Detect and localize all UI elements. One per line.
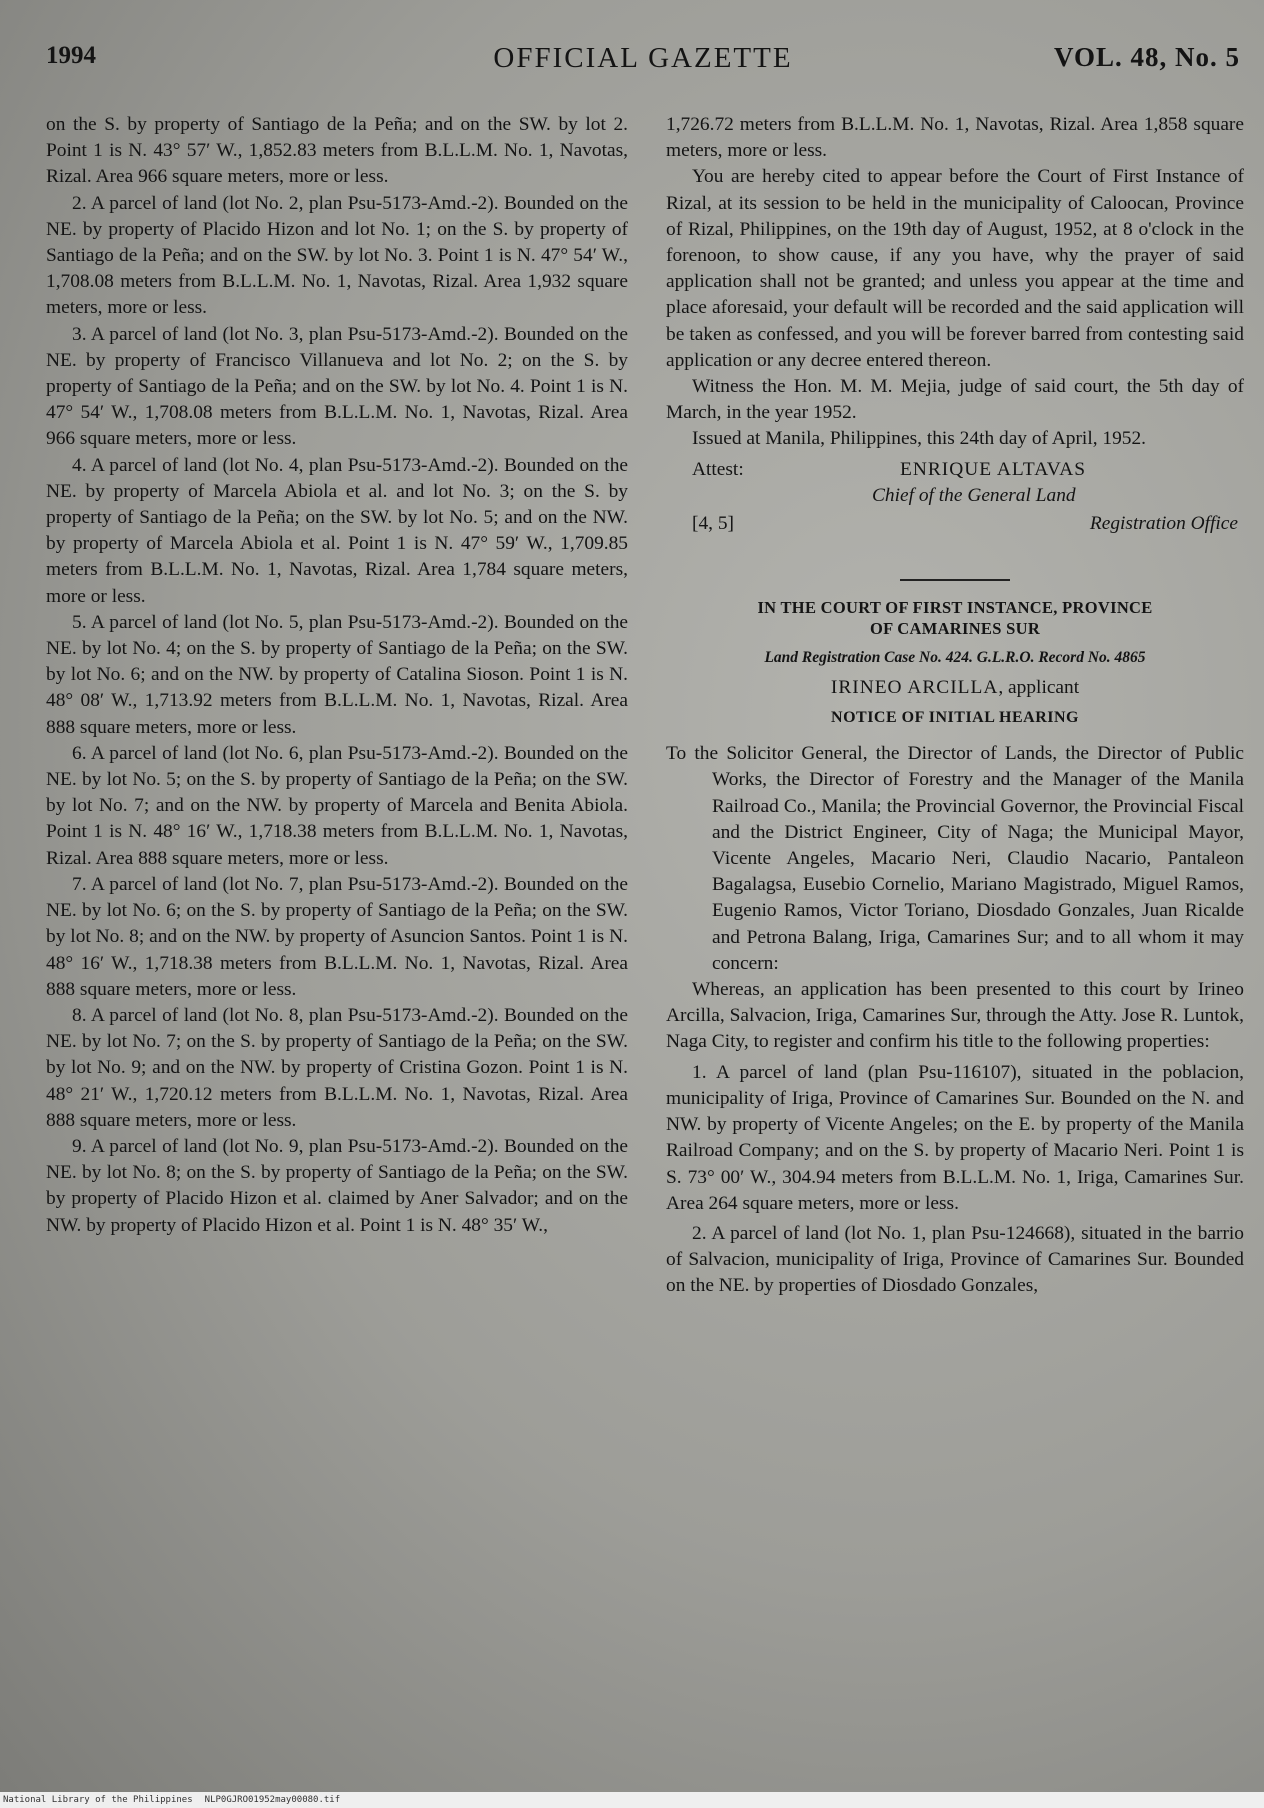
applicant-line	[666, 675, 1244, 701]
scan-filename: NLP0GJRO01952may00080.tif	[204, 1795, 341, 1805]
parcel-paragraph: 1. A parcel of land (plan Psu-116107), situated in the poblacion, municipality of Iriga, Province of Camarines Sur. Bounded on the N. and NW. by property of Vicente Angeles; on the E. by property of the Manila Railroad Company; and on the S. by property of Macario Neri. Point 1 is S. 73° 00′ W., 304.94 meters from B.L.L.M. No. 1, Iriga, Camarines Sur. Area 264 square meters, more or less.	[666, 1061, 1244, 1214]
paragraph: 9. A parcel of land (lot No. 9, plan Psu-5173-Amd.-2). Bounded on the NE. by lot No. 8; on the S. by property of Santiago de la Peña; on the SW. by property of Placido Hizon et al. claimed by Aner Salvador; and on the NW. by property of Placido Hizon et al. Point 1 is N. 48° 35′ W.,	[46, 1135, 628, 1236]
whereas-paragraph: Whereas, an application has been presented to this court by Irineo Arcilla, Salvacion, Iriga, Camarines Sur, through the Atty. Jose R. Luntok, Naga City, to register and confirm his title to the following properties:	[666, 979, 1244, 1053]
applicant-suffix: , applicant	[998, 676, 1080, 698]
court-heading	[666, 597, 1244, 639]
right-column	[666, 112, 1244, 1300]
issue-reference: [4, 5]	[692, 512, 735, 534]
left-column	[46, 112, 628, 1239]
attest-label: Attest:	[692, 458, 744, 480]
officer-title-cont: Registration Office	[1089, 512, 1238, 534]
paragraph: 6. A parcel of land (lot No. 6, plan Psu-5173-Amd.-2). Bounded on the NE. by lot No. 5; on the S. by property of Santiago de la Peña; on the SW. by lot No. 7; and on the NW. by property of Marcela and Benita Abiola. Point 1 is N. 48° 16′ W., 1,718.38 meters from B.L.L.M. No. 1, Navotas, Rizal. Area 888 square meters, more or less.	[46, 742, 628, 869]
case-line: Land Registration Case No. 424. G.L.R.O. Record No. 4865	[764, 648, 1146, 666]
paragraph: 3. A parcel of land (lot No. 3, plan Psu-5173-Amd.-2). Bounded on the NE. by property of Francisco Villanueva and lot No. 2; on the S. by property of Santiago de la Peña; and on the SW. by lot No. 4. Point 1 is N. 47° 54′ W., 1,708.08 meters from B.L.L.M. No. 1, Navotas, Rizal. Area 966 square meters, more or less.	[46, 323, 628, 450]
paragraph: 1,726.72 meters from B.L.L.M. No. 1, Navotas, Rizal. Area 1,858 square meters, more or less.	[666, 114, 1244, 162]
page-number: 1994	[46, 42, 96, 69]
publication-title: OFFICIAL GAZETTE	[493, 42, 793, 74]
library-credit: National Library of the Philippines	[3, 1795, 193, 1805]
notice-title: NOTICE OF INITIAL HEARING	[831, 709, 1079, 727]
court-heading-line: IN THE COURT OF FIRST INSTANCE, PROVINCE	[757, 597, 1153, 617]
paragraph: 8. A parcel of land (lot No. 8, plan Psu-5173-Amd.-2). Bounded on the NE. by lot No. 7; on the S. by property of Santiago de la Peña; on the SW. by lot No. 9; and on the NW. by property of Cristina Gozon. Point 1 is N. 48° 21′ W., 1,720.12 meters from B.L.L.M. No. 1, Navotas, Rizal. Area 888 square meters, more or less.	[46, 1004, 628, 1131]
paragraph: 4. A parcel of land (lot No. 4, plan Psu-5173-Amd.-2). Bounded on the NE. by property of Marcela Abiola et al. and lot No. 3; on the S. by property of Santiago de la Peña; on the SW. by lot No. 5; and on the NW. by property of Marcela Abiola et al. Point 1 is N. 47° 59′ W., 1,709.85 meters from B.L.L.M. No. 1, Navotas, Rizal. Area 1,784 square meters, more or less.	[46, 454, 628, 607]
witness-paragraph: Witness the Hon. M. M. Mejia, judge of said court, the 5th day of March, in the year 1952.	[666, 376, 1244, 424]
court-heading-line: OF CAMARINES SUR	[869, 618, 1041, 638]
paragraph: 7. A parcel of land (lot No. 7, plan Psu-5173-Amd.-2). Bounded on the NE. by lot No. 6; on the S. by property of Santiago de la Peña; on the SW. by lot No. 8; and on the NW. by property of Asuncion Santos. Point 1 is N. 48° 16′ W., 1,718.38 meters from B.L.L.M. No. 1, Navotas, Rizal. Area 888 square meters, more or less.	[46, 873, 628, 1000]
paragraph: 2. A parcel of land (lot No. 2, plan Psu-5173-Amd.-2). Bounded on the NE. by property of Placido Hizon and lot No. 1; on the S. by property of Santiago de la Peña; and on the SW. by lot No. 3. Point 1 is N. 47° 54′ W., 1,708.08 meters from B.L.L.M. No. 1, Navotas, Rizal. Area 1,932 square meters, more or less.	[46, 192, 628, 319]
paragraph: on the S. by property of Santiago de la Peña; and on the SW. by lot 2. Point 1 is N. 43° 57′ W., 1,852.83 meters from B.L.L.M. No. 1, Navotas, Rizal. Area 966 square meters, more or less.	[46, 114, 628, 188]
applicant-name: IRINEO ARCILLA	[830, 676, 999, 698]
officer-title: Chief of the General Land	[872, 484, 1076, 506]
citation-paragraph: You are hereby cited to appear before the Court of First Instance of Rizal, at its session to be held in the municipality of Caloocan, Province of Rizal, Philippines, on the 19th day of August, 1952, at 8 o'clock in the forenoon, to show cause, if any you have, why the prayer of said application shall not be granted; and unless you appear at the time and place aforesaid, your default will be recorded and the said application will be taken as confessed, and you will be forever barred from contesting said application or any decree entered thereon.	[666, 166, 1244, 371]
section-divider	[900, 579, 1010, 581]
attest-block	[666, 455, 1244, 567]
addressees-paragraph: To the Solicitor General, the Director of Lands, the Director of Public Works, the Director of Forestry and the Manager of the Manila Railroad Co., Manila; the Provincial Governor, the Provincial Fiscal and the District Engineer, City of Naga; the Municipal Mayor, Vicente Angeles, Macario Neri, Claudio Nacario, Pantaleon Bagalagsa, Eusebio Cornelio, Mariano Magistrado, Miguel Ramos, Eugenio Ramos, Victor Toriano, Diosdado Gonzales, Juan Ricalde and Petrona Balang, Iriga, Camarines Sur; and to all whom it may concern:	[666, 743, 1244, 974]
volume-number: VOL. 48, No. 5	[1054, 42, 1240, 72]
officer-name: ENRIQUE ALTAVAS	[900, 458, 1087, 480]
parcel-paragraph: 2. A parcel of land (lot No. 1, plan Psu-124668), situated in the barrio of Salvacion, municipality of Iriga, Province of Camarines Sur. Bounded on the NE. by properties of Diosdado Gonzales,	[666, 1222, 1244, 1297]
scan-footer	[0, 1792, 1264, 1808]
issued-paragraph: Issued at Manila, Philippines, this 24th day of April, 1952.	[692, 428, 1147, 450]
page-header	[46, 42, 1240, 86]
paragraph: 5. A parcel of land (lot No. 5, plan Psu-5173-Amd.-2). Bounded on the NE. by lot No. 4; on the S. by property of Santiago de la Peña; on the SW. by lot No. 6; and on the NW. by property of Catalina Sioson. Point 1 is N. 48° 08′ W., 1,713.92 meters from B.L.L.M. No. 1, Navotas, Rizal. Area 888 square meters, more or less.	[46, 611, 628, 738]
